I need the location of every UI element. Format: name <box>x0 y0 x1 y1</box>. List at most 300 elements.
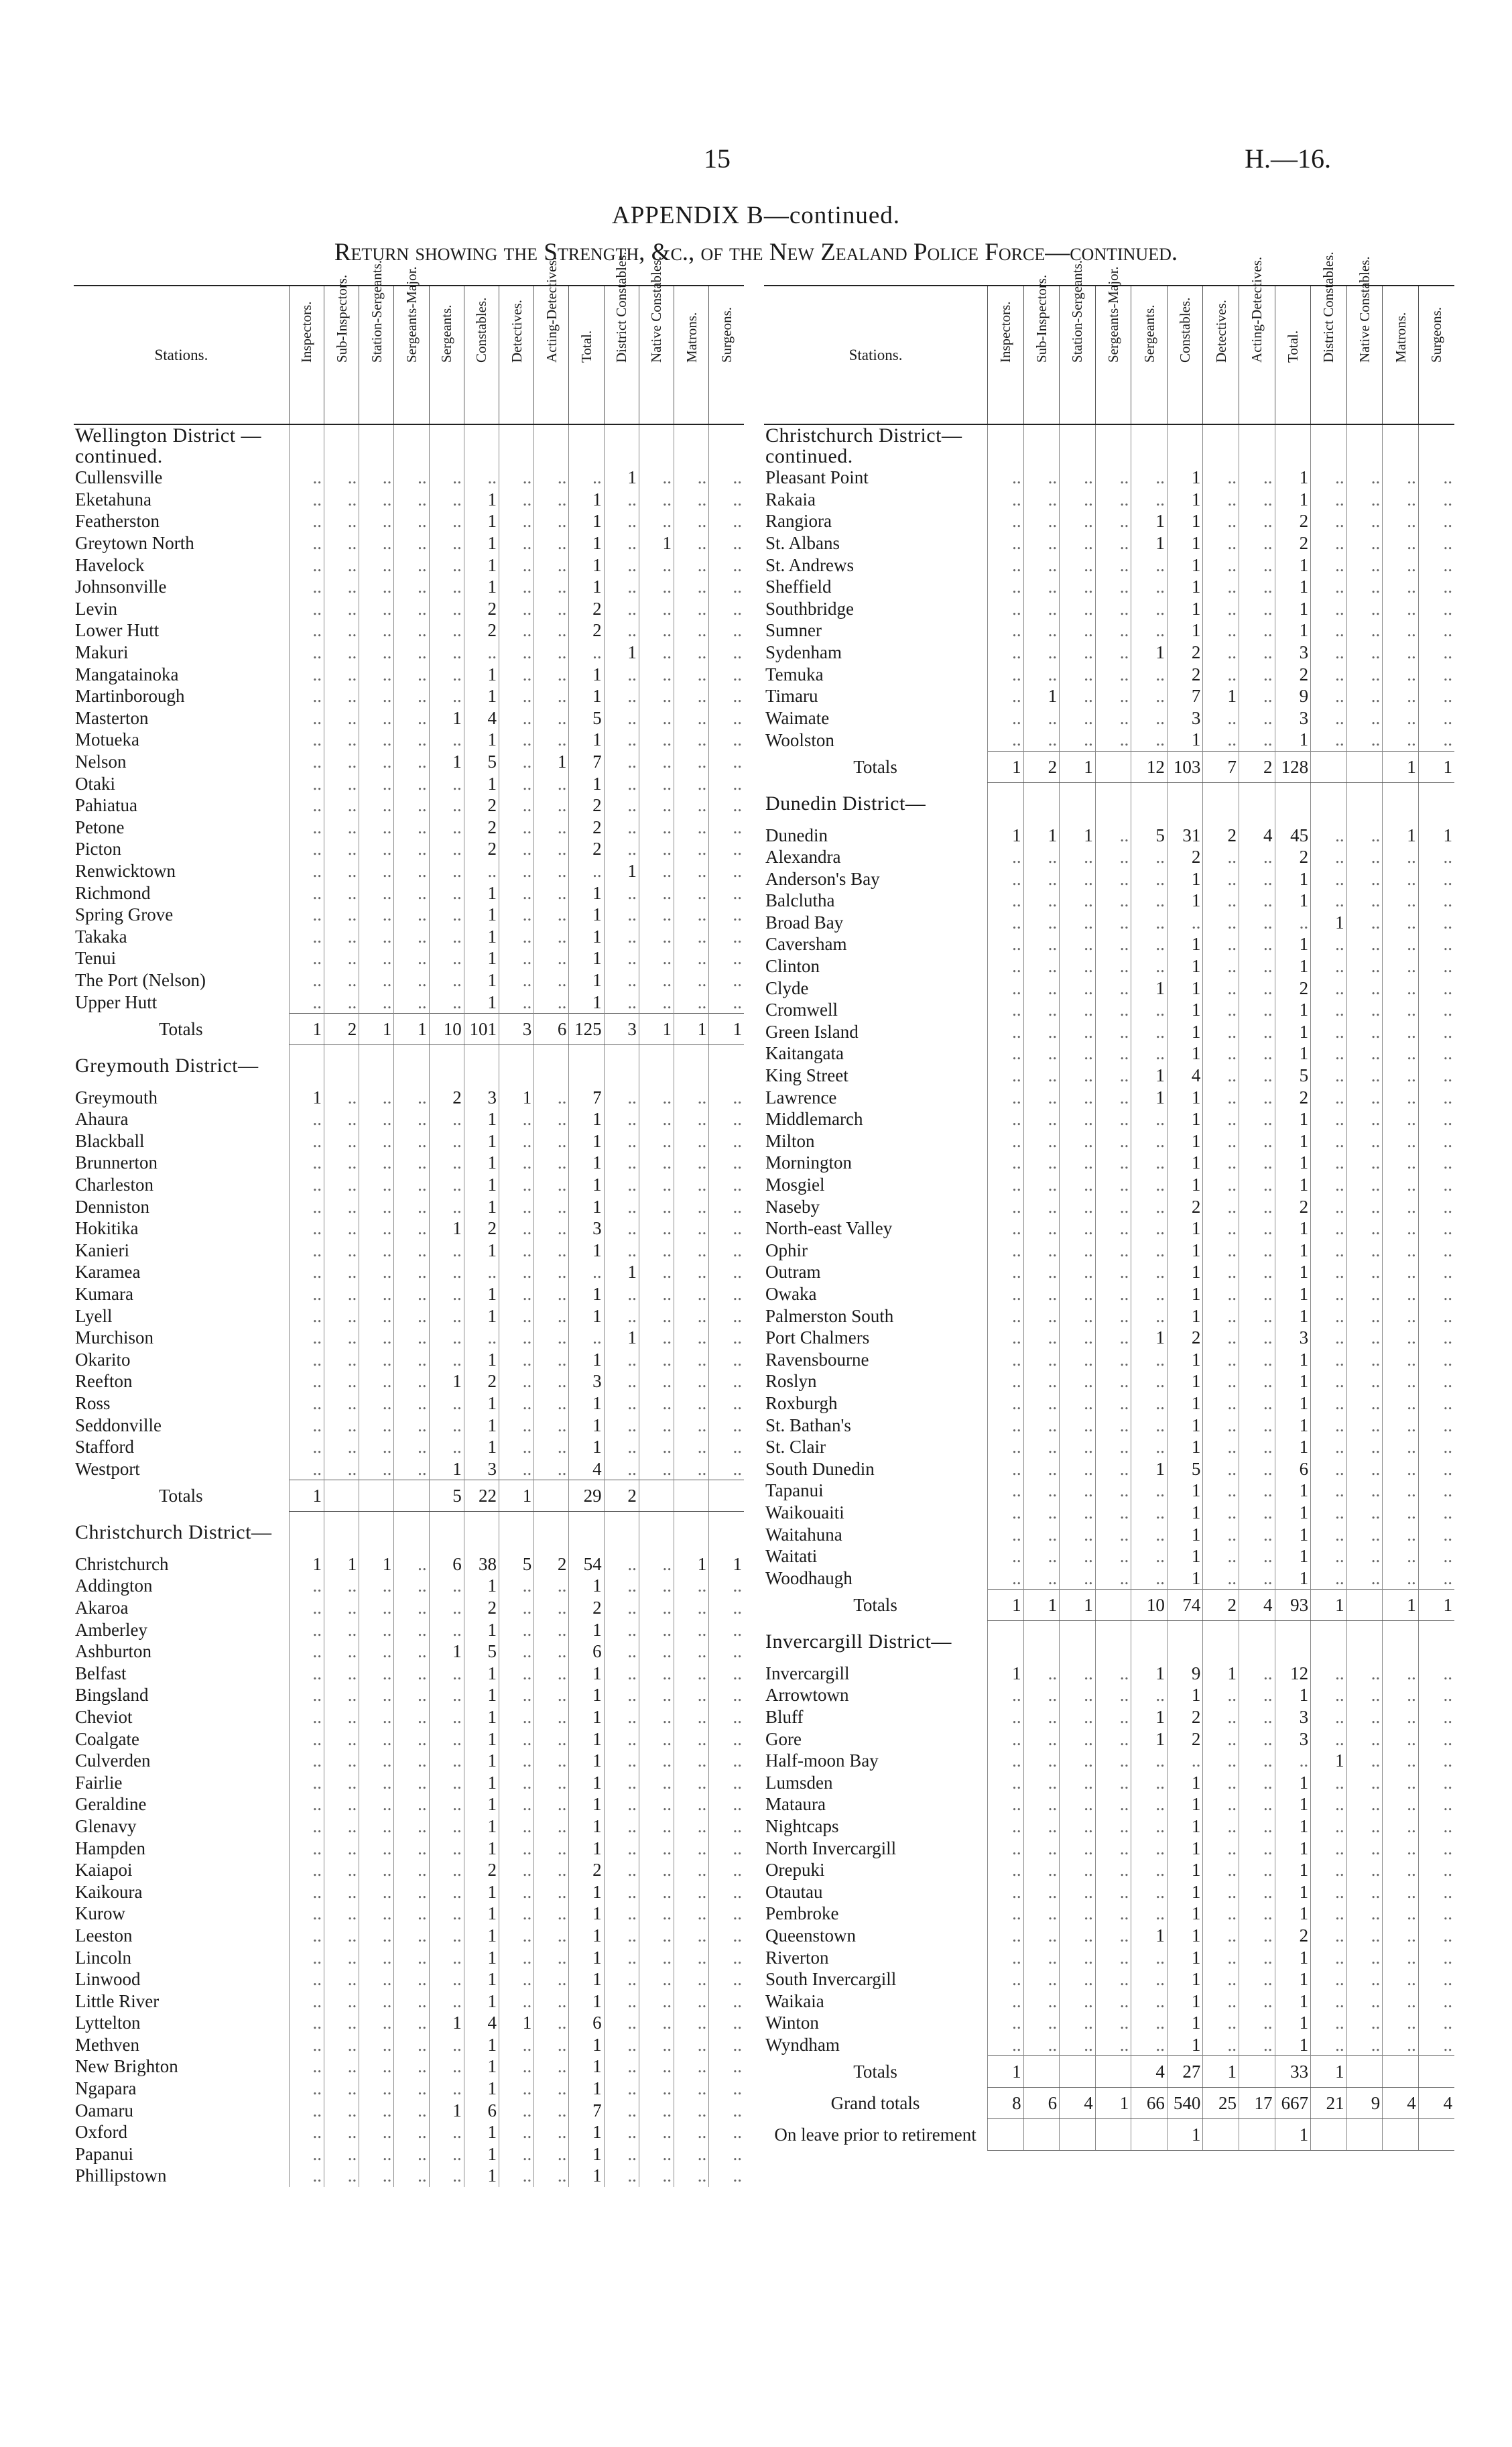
cell-matrons: .. <box>674 751 709 773</box>
cell-surgeons: .. <box>1418 1414 1454 1436</box>
cell-detectives: .. <box>499 489 534 511</box>
cell-station-sergeants: .. <box>359 1457 394 1480</box>
cell-acting-detectives: .. <box>534 1881 569 1903</box>
cell-sergeants: .. <box>1131 1815 1168 1838</box>
station-name: Wyndham <box>765 2035 840 2055</box>
cell-total: 7 <box>569 1086 604 1108</box>
cell-sergeants-major: .. <box>394 554 429 576</box>
cell-native-constables: .. <box>639 1305 674 1327</box>
cell-acting-detectives: .. <box>534 510 569 532</box>
cell-sergeants: .. <box>429 838 464 860</box>
cell-constables: 1 <box>464 554 499 576</box>
cell-inspectors: .. <box>988 1217 1024 1240</box>
cell-total: 1 <box>1275 729 1311 751</box>
cell-district-constables: .. <box>1311 824 1347 846</box>
station-row <box>74 2034 744 2056</box>
cell-district-constables: .. <box>604 1414 639 1436</box>
cell-sub-inspectors: .. <box>1023 1348 1060 1370</box>
column-header-label: District Constables. <box>613 251 630 363</box>
cell-total: 1 <box>1275 1261 1311 1283</box>
cell-station-sergeants: .. <box>359 467 394 489</box>
cell-matrons: .. <box>674 598 709 620</box>
cell-constables: 4 <box>1167 1065 1203 1087</box>
cell-district-constables: .. <box>1311 1771 1347 1793</box>
station-row <box>74 576 744 598</box>
cell-surgeons: 1 <box>1418 824 1454 846</box>
cell-total: 2 <box>569 619 604 642</box>
cell-total: 1 <box>1275 1502 1311 1524</box>
cell-acting-detectives: .. <box>534 1968 569 1990</box>
station-name: Richmond <box>75 882 151 903</box>
cell-sergeants: 1 <box>1131 1706 1168 1728</box>
cell-station-sergeants: .. <box>1060 912 1096 934</box>
cell-sub-inspectors: .. <box>324 1130 359 1152</box>
totals-label: On leave prior to retirement <box>774 2125 976 2145</box>
station-name: Waitahuna <box>765 1524 842 1545</box>
station-name: Lincoln <box>75 1947 131 1968</box>
cell-acting-detectives: .. <box>1239 532 1275 554</box>
cell-surgeons: .. <box>1418 890 1454 912</box>
cell-acting-detectives: .. <box>1239 2012 1275 2034</box>
cell-matrons: .. <box>674 1575 709 1597</box>
empty-cell <box>988 1621 1024 1663</box>
cell-station-sergeants: .. <box>359 2143 394 2165</box>
cell-constables: 1 <box>1167 554 1203 576</box>
cell-acting-detectives: .. <box>1239 846 1275 868</box>
cell-detectives: 2 <box>1203 1590 1239 1621</box>
cell-station-sergeants: .. <box>359 2034 394 2056</box>
cell-constables: 1 <box>1167 489 1203 511</box>
cell-sergeants-major: .. <box>394 1618 429 1640</box>
cell-sergeants: 5 <box>1131 824 1168 846</box>
station-row <box>764 1502 1454 1524</box>
cell-station-sergeants: .. <box>1060 554 1096 576</box>
station-row <box>74 510 744 532</box>
cell-station-sergeants: .. <box>359 1793 394 1815</box>
cell-inspectors: .. <box>289 1837 324 1859</box>
cell-district-constables: .. <box>604 1815 639 1838</box>
cell-detectives: .. <box>499 838 534 860</box>
station-row <box>764 1283 1454 1305</box>
cell-inspectors: 1 <box>988 2056 1024 2088</box>
column-header-label: District Constables. <box>1320 251 1337 363</box>
cell-inspectors: .. <box>988 1436 1024 1458</box>
cell-detectives: .. <box>499 1728 534 1750</box>
station-row <box>764 1305 1454 1327</box>
station-row <box>74 685 744 707</box>
cell-detectives: .. <box>1203 1327 1239 1349</box>
station-name: Renwicktown <box>75 860 176 881</box>
station-row <box>74 1684 744 1706</box>
cell-constables: 1 <box>464 1174 499 1196</box>
totals-row <box>764 751 1454 782</box>
cell-station-sergeants <box>1060 2056 1096 2088</box>
cell-inspectors: .. <box>988 846 1024 868</box>
cell-surgeons: .. <box>709 1174 744 1196</box>
cell-acting-detectives: .. <box>1239 933 1275 955</box>
totals-row <box>764 2119 1454 2151</box>
station-name: Featherston <box>75 511 160 532</box>
cell-district-constables: .. <box>604 1457 639 1480</box>
cell-station-sergeants: .. <box>1060 1327 1096 1349</box>
station-name: Geraldine <box>75 1794 147 1815</box>
cell-constables: 2 <box>464 838 499 860</box>
totals-row <box>764 2088 1454 2119</box>
cell-total: 1 <box>1275 1968 1311 1990</box>
cell-inspectors: .. <box>289 1618 324 1640</box>
cell-inspectors: .. <box>988 1065 1024 1087</box>
cell-sergeants: .. <box>1131 1217 1168 1240</box>
cell-inspectors: .. <box>289 1305 324 1327</box>
empty-cell <box>604 1045 639 1086</box>
cell-inspectors: .. <box>988 1152 1024 1174</box>
cell-sergeants-major: .. <box>394 817 429 839</box>
cell-district-constables: .. <box>604 1684 639 1706</box>
cell-sergeants-major: .. <box>394 1348 429 1370</box>
cell-station-sergeants: .. <box>359 1174 394 1196</box>
cell-sergeants: .. <box>429 794 464 817</box>
cell-total: 3 <box>1275 642 1311 664</box>
station-row <box>74 642 744 664</box>
column-header-inspectors <box>289 286 324 424</box>
cell-matrons: .. <box>674 904 709 926</box>
cell-sub-inspectors: .. <box>324 969 359 992</box>
cell-surgeons: .. <box>709 1640 744 1663</box>
cell-total: 1 <box>569 510 604 532</box>
cell-matrons: .. <box>1383 1567 1419 1589</box>
cell-district-constables: .. <box>604 1925 639 1947</box>
cell-inspectors: .. <box>289 2055 324 2078</box>
column-header-label: Total. <box>1284 330 1301 363</box>
cell-inspectors: .. <box>289 1946 324 1968</box>
station-row <box>764 1837 1454 1859</box>
station-name: Mataura <box>765 1794 826 1815</box>
cell-detectives: .. <box>1203 489 1239 511</box>
cell-surgeons: .. <box>1418 510 1454 532</box>
cell-inspectors: .. <box>289 1261 324 1283</box>
station-row <box>74 1457 744 1480</box>
cell-inspectors: 1 <box>289 1013 324 1045</box>
cell-station-sergeants: .. <box>1060 1706 1096 1728</box>
cell-surgeons: .. <box>709 510 744 532</box>
cell-sergeants: .. <box>429 510 464 532</box>
station-row <box>74 598 744 620</box>
station-name: Phillipstown <box>75 2165 167 2186</box>
cell-detectives: .. <box>499 2165 534 2187</box>
cell-total: 2 <box>1275 510 1311 532</box>
cell-district-constables: .. <box>1311 554 1347 576</box>
cell-station-sergeants: .. <box>1060 1305 1096 1327</box>
cell-native-constables: .. <box>1346 1750 1383 1772</box>
cell-native-constables: .. <box>1346 912 1383 934</box>
cell-district-constables: .. <box>604 1283 639 1305</box>
cell-total: 1 <box>1275 489 1311 511</box>
cell-detectives: .. <box>499 1108 534 1130</box>
cell-inspectors: .. <box>289 729 324 751</box>
cell-sub-inspectors: 1 <box>324 1553 359 1575</box>
empty-cell <box>709 424 744 467</box>
cell-district-constables: .. <box>604 1370 639 1392</box>
cell-sergeants-major: .. <box>1095 1480 1131 1502</box>
cell-sub-inspectors: .. <box>324 1815 359 1838</box>
cell-sergeants-major: .. <box>394 510 429 532</box>
cell-total: 1 <box>1275 1545 1311 1567</box>
cell-detectives: .. <box>499 2099 534 2121</box>
cell-native-constables: .. <box>639 554 674 576</box>
cell-inspectors: .. <box>988 663 1024 685</box>
cell-native-constables: .. <box>1346 824 1383 846</box>
cell-matrons: .. <box>1383 1925 1419 1947</box>
cell-sergeants-major: .. <box>394 1815 429 1838</box>
cell-acting-detectives: .. <box>1239 1108 1275 1130</box>
cell-detectives: .. <box>1203 554 1239 576</box>
cell-constables: 1 <box>464 1925 499 1947</box>
cell-detectives: .. <box>1203 955 1239 977</box>
cell-total: 1 <box>569 2078 604 2100</box>
cell-district-constables: .. <box>604 663 639 685</box>
empty-cell <box>429 1512 464 1553</box>
cell-total: 1 <box>1275 2012 1311 2034</box>
cell-constables: 1 <box>464 1706 499 1728</box>
cell-total: 1 <box>1275 619 1311 642</box>
cell-matrons: .. <box>1383 933 1419 955</box>
cell-surgeons: .. <box>1418 532 1454 554</box>
empty-cell <box>534 1045 569 1086</box>
cell-matrons: .. <box>674 1815 709 1838</box>
cell-acting-detectives: .. <box>534 1195 569 1217</box>
cell-inspectors: .. <box>289 1108 324 1130</box>
cell-sub-inspectors: 2 <box>324 1013 359 1045</box>
cell-sub-inspectors: .. <box>1023 1195 1060 1217</box>
station-name: Clyde <box>765 977 809 998</box>
cell-station-sergeants: .. <box>359 685 394 707</box>
cell-inspectors: .. <box>988 1130 1024 1152</box>
cell-surgeons: .. <box>1418 933 1454 955</box>
cell-constables: 1 <box>1167 1152 1203 1174</box>
cell-constables: .. <box>464 467 499 489</box>
station-row <box>74 1903 744 1925</box>
cell-sub-inspectors: .. <box>1023 598 1060 620</box>
cell-total: 1 <box>569 969 604 992</box>
cell-sergeants: 1 <box>1131 1457 1168 1480</box>
cell-sub-inspectors: .. <box>1023 1174 1060 1196</box>
cell-sergeants-major: .. <box>1095 1261 1131 1283</box>
cell-acting-detectives: .. <box>1239 685 1275 707</box>
cell-station-sergeants: .. <box>359 751 394 773</box>
station-name: Otautau <box>765 1881 823 1902</box>
cell-constables: 1 <box>1167 1130 1203 1152</box>
cell-acting-detectives: .. <box>534 1771 569 1793</box>
cell-sergeants-major: .. <box>1095 642 1131 664</box>
cell-acting-detectives: .. <box>1239 576 1275 598</box>
cell-station-sergeants: .. <box>359 510 394 532</box>
cell-sergeants: .. <box>1131 1946 1168 1968</box>
cell-sergeants: .. <box>429 1575 464 1597</box>
column-header-sergeants <box>1131 286 1168 424</box>
cell-total: 1 <box>569 1152 604 1174</box>
cell-detectives: 1 <box>1203 2056 1239 2088</box>
district-header-row <box>74 1045 744 1086</box>
cell-district-constables: .. <box>604 1436 639 1458</box>
cell-district-constables: .. <box>604 1305 639 1327</box>
cell-sub-inspectors: .. <box>1023 1152 1060 1174</box>
cell-surgeons: .. <box>709 1152 744 1174</box>
station-row <box>764 933 1454 955</box>
cell-sergeants: .. <box>429 969 464 992</box>
cell-inspectors: .. <box>988 1174 1024 1196</box>
cell-native-constables: .. <box>1346 1130 1383 1152</box>
cell-constables: 5 <box>464 1640 499 1663</box>
empty-cell <box>639 424 674 467</box>
cell-acting-detectives: .. <box>534 598 569 620</box>
cell-constables: 2 <box>1167 1706 1203 1728</box>
cell-sergeants: .. <box>429 1108 464 1130</box>
station-row <box>74 467 744 489</box>
cell-native-constables: .. <box>1346 707 1383 729</box>
cell-district-constables: .. <box>1311 598 1347 620</box>
station-row <box>74 2055 744 2078</box>
cell-constables: 1 <box>1167 1881 1203 1903</box>
totals-row <box>764 2056 1454 2088</box>
cell-inspectors: .. <box>988 1502 1024 1524</box>
cell-native-constables: .. <box>639 1837 674 1859</box>
cell-surgeons <box>1418 2056 1454 2088</box>
cell-detectives: .. <box>1203 1042 1239 1065</box>
cell-sub-inspectors: .. <box>324 838 359 860</box>
cell-detectives: .. <box>1203 912 1239 934</box>
cell-sub-inspectors: .. <box>1023 2012 1060 2034</box>
cell-sub-inspectors: .. <box>1023 1021 1060 1043</box>
cell-inspectors: .. <box>988 933 1024 955</box>
cell-sub-inspectors: .. <box>324 1925 359 1947</box>
cell-sergeants: .. <box>1131 598 1168 620</box>
cell-sub-inspectors: .. <box>324 642 359 664</box>
empty-cell <box>464 424 499 467</box>
cell-station-sergeants: .. <box>1060 1684 1096 1706</box>
cell-station-sergeants: .. <box>359 1283 394 1305</box>
column-header-label: Sub-Inspectors. <box>333 274 350 363</box>
cell-matrons: .. <box>674 467 709 489</box>
cell-sergeants: .. <box>1131 2034 1168 2056</box>
cell-native-constables: .. <box>1346 598 1383 620</box>
station-row <box>74 1663 744 1685</box>
cell-matrons: .. <box>1383 1480 1419 1502</box>
cell-sub-inspectors: .. <box>1023 1240 1060 1262</box>
station-name: Invercargill <box>765 1663 850 1683</box>
cell-sub-inspectors: .. <box>324 1968 359 1990</box>
cell-native-constables: 1 <box>639 532 674 554</box>
cell-sergeants: 1 <box>429 1370 464 1392</box>
cell-sub-inspectors: .. <box>1023 1728 1060 1750</box>
cell-acting-detectives: .. <box>1239 1903 1275 1925</box>
cell-matrons: .. <box>674 1968 709 1990</box>
station-row <box>764 663 1454 685</box>
cell-inspectors: .. <box>289 1327 324 1349</box>
cell-station-sergeants: .. <box>359 642 394 664</box>
cell-sub-inspectors: .. <box>1023 510 1060 532</box>
cell-station-sergeants: .. <box>1060 1502 1096 1524</box>
cell-surgeons: .. <box>709 751 744 773</box>
station-name: Hokitika <box>75 1218 139 1239</box>
cell-sergeants-major: .. <box>394 1436 429 1458</box>
cell-station-sergeants: .. <box>1060 1042 1096 1065</box>
cell-station-sergeants: .. <box>359 1990 394 2012</box>
district-header-row <box>764 782 1454 824</box>
cell-inspectors: .. <box>988 1946 1024 1968</box>
cell-district-constables: .. <box>1311 999 1347 1021</box>
station-row <box>764 685 1454 707</box>
police-strength-table-left <box>74 251 744 2187</box>
cell-native-constables: .. <box>639 2165 674 2187</box>
cell-sergeants: .. <box>429 882 464 904</box>
cell-acting-detectives: .. <box>1239 1261 1275 1283</box>
cell-acting-detectives: .. <box>1239 1968 1275 1990</box>
cell-native-constables: .. <box>639 663 674 685</box>
cell-matrons: .. <box>674 1086 709 1108</box>
cell-matrons: .. <box>1383 890 1419 912</box>
cell-constables: 1 <box>464 1392 499 1415</box>
cell-inspectors: .. <box>988 467 1024 489</box>
column-header-station-sergeants <box>1060 259 1096 424</box>
cell-surgeons: .. <box>1418 868 1454 890</box>
cell-sergeants-major: .. <box>394 1457 429 1480</box>
cell-station-sergeants: .. <box>1060 977 1096 999</box>
cell-acting-detectives: .. <box>1239 955 1275 977</box>
cell-sergeants-major: .. <box>394 1771 429 1793</box>
cell-acting-detectives: .. <box>1239 999 1275 1021</box>
cell-sergeants-major: .. <box>394 1663 429 1685</box>
cell-district-constables: .. <box>604 554 639 576</box>
cell-detectives: .. <box>1203 846 1239 868</box>
cell-sergeants-major: .. <box>394 642 429 664</box>
cell-sub-inspectors: .. <box>1023 467 1060 489</box>
cell-matrons: .. <box>1383 1305 1419 1327</box>
cell-detectives: .. <box>499 1618 534 1640</box>
cell-station-sergeants: .. <box>1060 999 1096 1021</box>
cell-acting-detectives: .. <box>1239 977 1275 999</box>
cell-sergeants: .. <box>1131 1240 1168 1262</box>
cell-acting-detectives: .. <box>1239 729 1275 751</box>
cell-sergeants: .. <box>1131 1283 1168 1305</box>
table-body-right <box>764 424 1454 2151</box>
cell-acting-detectives: 6 <box>534 1013 569 1045</box>
station-name: Amberley <box>75 1619 147 1640</box>
cell-matrons: .. <box>674 1684 709 1706</box>
cell-native-constables: .. <box>639 1283 674 1305</box>
cell-acting-detectives: .. <box>534 1348 569 1370</box>
cell-station-sergeants: .. <box>359 838 394 860</box>
cell-acting-detectives: .. <box>534 619 569 642</box>
cell-matrons: .. <box>674 1130 709 1152</box>
cell-acting-detectives: .. <box>534 554 569 576</box>
cell-sub-inspectors: .. <box>1023 707 1060 729</box>
cell-sergeants: .. <box>429 1968 464 1990</box>
cell-native-constables: .. <box>1346 1663 1383 1685</box>
cell-sergeants-major: .. <box>394 1283 429 1305</box>
station-row <box>74 2143 744 2165</box>
cell-acting-detectives: 4 <box>1239 824 1275 846</box>
cell-district-constables: .. <box>604 2078 639 2100</box>
station-row <box>764 1348 1454 1370</box>
cell-total: 1 <box>1275 1436 1311 1458</box>
cell-surgeons: .. <box>709 2034 744 2056</box>
cell-native-constables: .. <box>639 1706 674 1728</box>
station-row <box>74 1859 744 1881</box>
cell-surgeons: .. <box>1418 1305 1454 1327</box>
station-row <box>764 1881 1454 1903</box>
cell-surgeons: .. <box>1418 1348 1454 1370</box>
cell-native-constables: .. <box>639 751 674 773</box>
